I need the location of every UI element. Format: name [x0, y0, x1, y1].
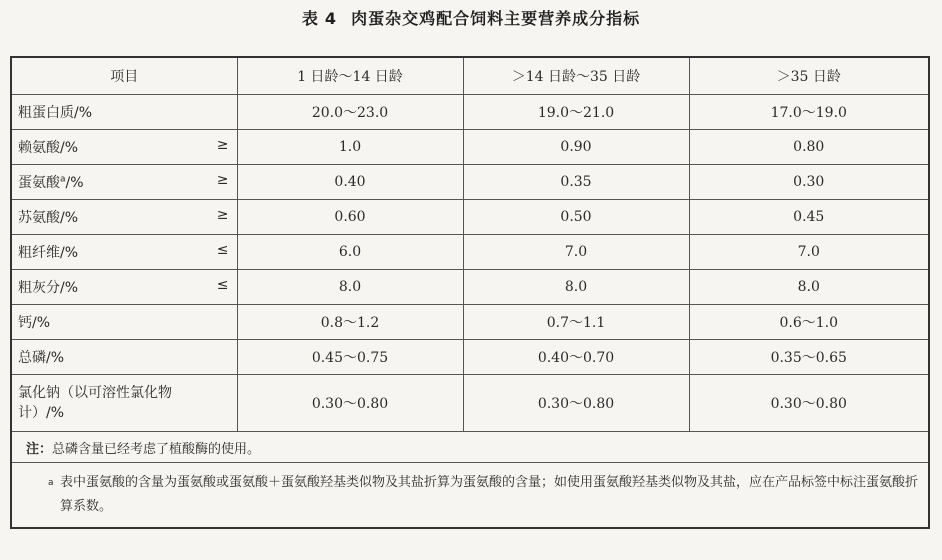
- table-cell: 8.0: [237, 270, 463, 305]
- table-header-row: [11, 57, 929, 95]
- table-row: [11, 305, 929, 340]
- table-row: [11, 200, 929, 235]
- header-cell-age-2: ＞14 日龄～35 日龄: [463, 57, 689, 95]
- table-cell: 1.0: [237, 130, 463, 165]
- row-label-unit: /%: [65, 175, 84, 191]
- row-label-text-line1: 氯化钠（以可溶性氯化物: [18, 385, 172, 401]
- table-cell: 17.0～19.0: [689, 95, 929, 130]
- table-row: [11, 130, 929, 165]
- comparison-symbol: ≥: [216, 172, 229, 188]
- table-title: [0, 6, 942, 29]
- table-cell: 0.30～0.80: [689, 375, 929, 432]
- table-cell: 0.35～0.65: [689, 340, 929, 375]
- table-cell: 0.40～0.70: [463, 340, 689, 375]
- header-cell-age-1: 1 日龄～14 日龄: [237, 57, 463, 95]
- note-cell: [11, 432, 929, 463]
- footnote-row: [11, 463, 929, 529]
- row-label-text: 粗蛋白质/%: [18, 105, 93, 121]
- row-label-text: 总磷/%: [18, 350, 65, 366]
- table-cell: 7.0: [689, 235, 929, 270]
- footnote-marker: a: [60, 174, 66, 185]
- note-label: 注：: [26, 441, 53, 457]
- table-cell: 19.0～21.0: [463, 95, 689, 130]
- comparison-symbol: ≥: [216, 137, 229, 153]
- nutrient-table: [10, 56, 930, 529]
- row-label: [11, 95, 237, 130]
- footnote-cell: [11, 463, 929, 529]
- row-label: [11, 130, 237, 165]
- table-cell: 0.30～0.80: [463, 375, 689, 432]
- table-cell: 0.40: [237, 165, 463, 200]
- table-cell: 7.0: [463, 235, 689, 270]
- row-label-text: 蛋氨酸: [18, 175, 60, 191]
- comparison-symbol: ≥: [216, 207, 229, 223]
- row-label-text-line2: 计）/%: [18, 405, 65, 421]
- row-label: [11, 305, 237, 340]
- row-label: [11, 235, 237, 270]
- table-cell: 8.0: [689, 270, 929, 305]
- row-label-text: 赖氨酸/%: [18, 140, 79, 156]
- table-cell: 8.0: [463, 270, 689, 305]
- table-title-prefix: 表: [301, 9, 319, 28]
- table-cell: 0.7～1.1: [463, 305, 689, 340]
- row-label: [11, 200, 237, 235]
- footnote-mark: a: [48, 478, 54, 488]
- table-cell: 20.0～23.0: [237, 95, 463, 130]
- table-row: [11, 165, 929, 200]
- header-cell-age-3: ＞35 日龄: [689, 57, 929, 95]
- table-cell: 0.35: [463, 165, 689, 200]
- table-cell: 0.45～0.75: [237, 340, 463, 375]
- table-cell: 0.80: [689, 130, 929, 165]
- table-cell: 0.60: [237, 200, 463, 235]
- comparison-symbol: ≤: [216, 277, 229, 293]
- header-cell-item: 项目: [11, 57, 237, 95]
- table-title-number: 4: [324, 9, 338, 28]
- note-text: 总磷含量已经考虑了植酸酶的使用。: [52, 441, 261, 457]
- table-cell: 0.6～1.0: [689, 305, 929, 340]
- table-cell: 0.90: [463, 130, 689, 165]
- table-row: [11, 375, 929, 432]
- row-label-text: 苏氨酸/%: [18, 210, 79, 226]
- table-cell: 0.8～1.2: [237, 305, 463, 340]
- row-label: [11, 270, 237, 305]
- row-label: [11, 375, 237, 432]
- table-row: [11, 235, 929, 270]
- table-cell: 0.45: [689, 200, 929, 235]
- row-label-text: 粗纤维/%: [18, 245, 79, 261]
- table-row: [11, 95, 929, 130]
- table-title-text: 肉蛋杂交鸡配合饲料主要营养成分指标: [351, 9, 641, 28]
- row-label: [11, 165, 237, 200]
- table-cell: 6.0: [237, 235, 463, 270]
- row-label-text: 钙/%: [18, 315, 51, 331]
- table-cell: 0.30: [689, 165, 929, 200]
- footnote-text: 表中蛋氨酸的含量为蛋氨酸或蛋氨酸＋蛋氨酸羟基类似物及其盐折算为蛋氨酸的含量；如使用蛋氨酸羟基类似物及其盐，应在产品标签中标注蛋氨酸折算系数。: [60, 475, 919, 514]
- table-row: [11, 340, 929, 375]
- comparison-symbol: ≤: [216, 242, 229, 258]
- table-cell: 0.50: [463, 200, 689, 235]
- row-label-text: 粗灰分/%: [18, 280, 79, 296]
- table-cell: 0.30～0.80: [237, 375, 463, 432]
- note-row: [11, 432, 929, 463]
- row-label: [11, 340, 237, 375]
- table-row: [11, 270, 929, 305]
